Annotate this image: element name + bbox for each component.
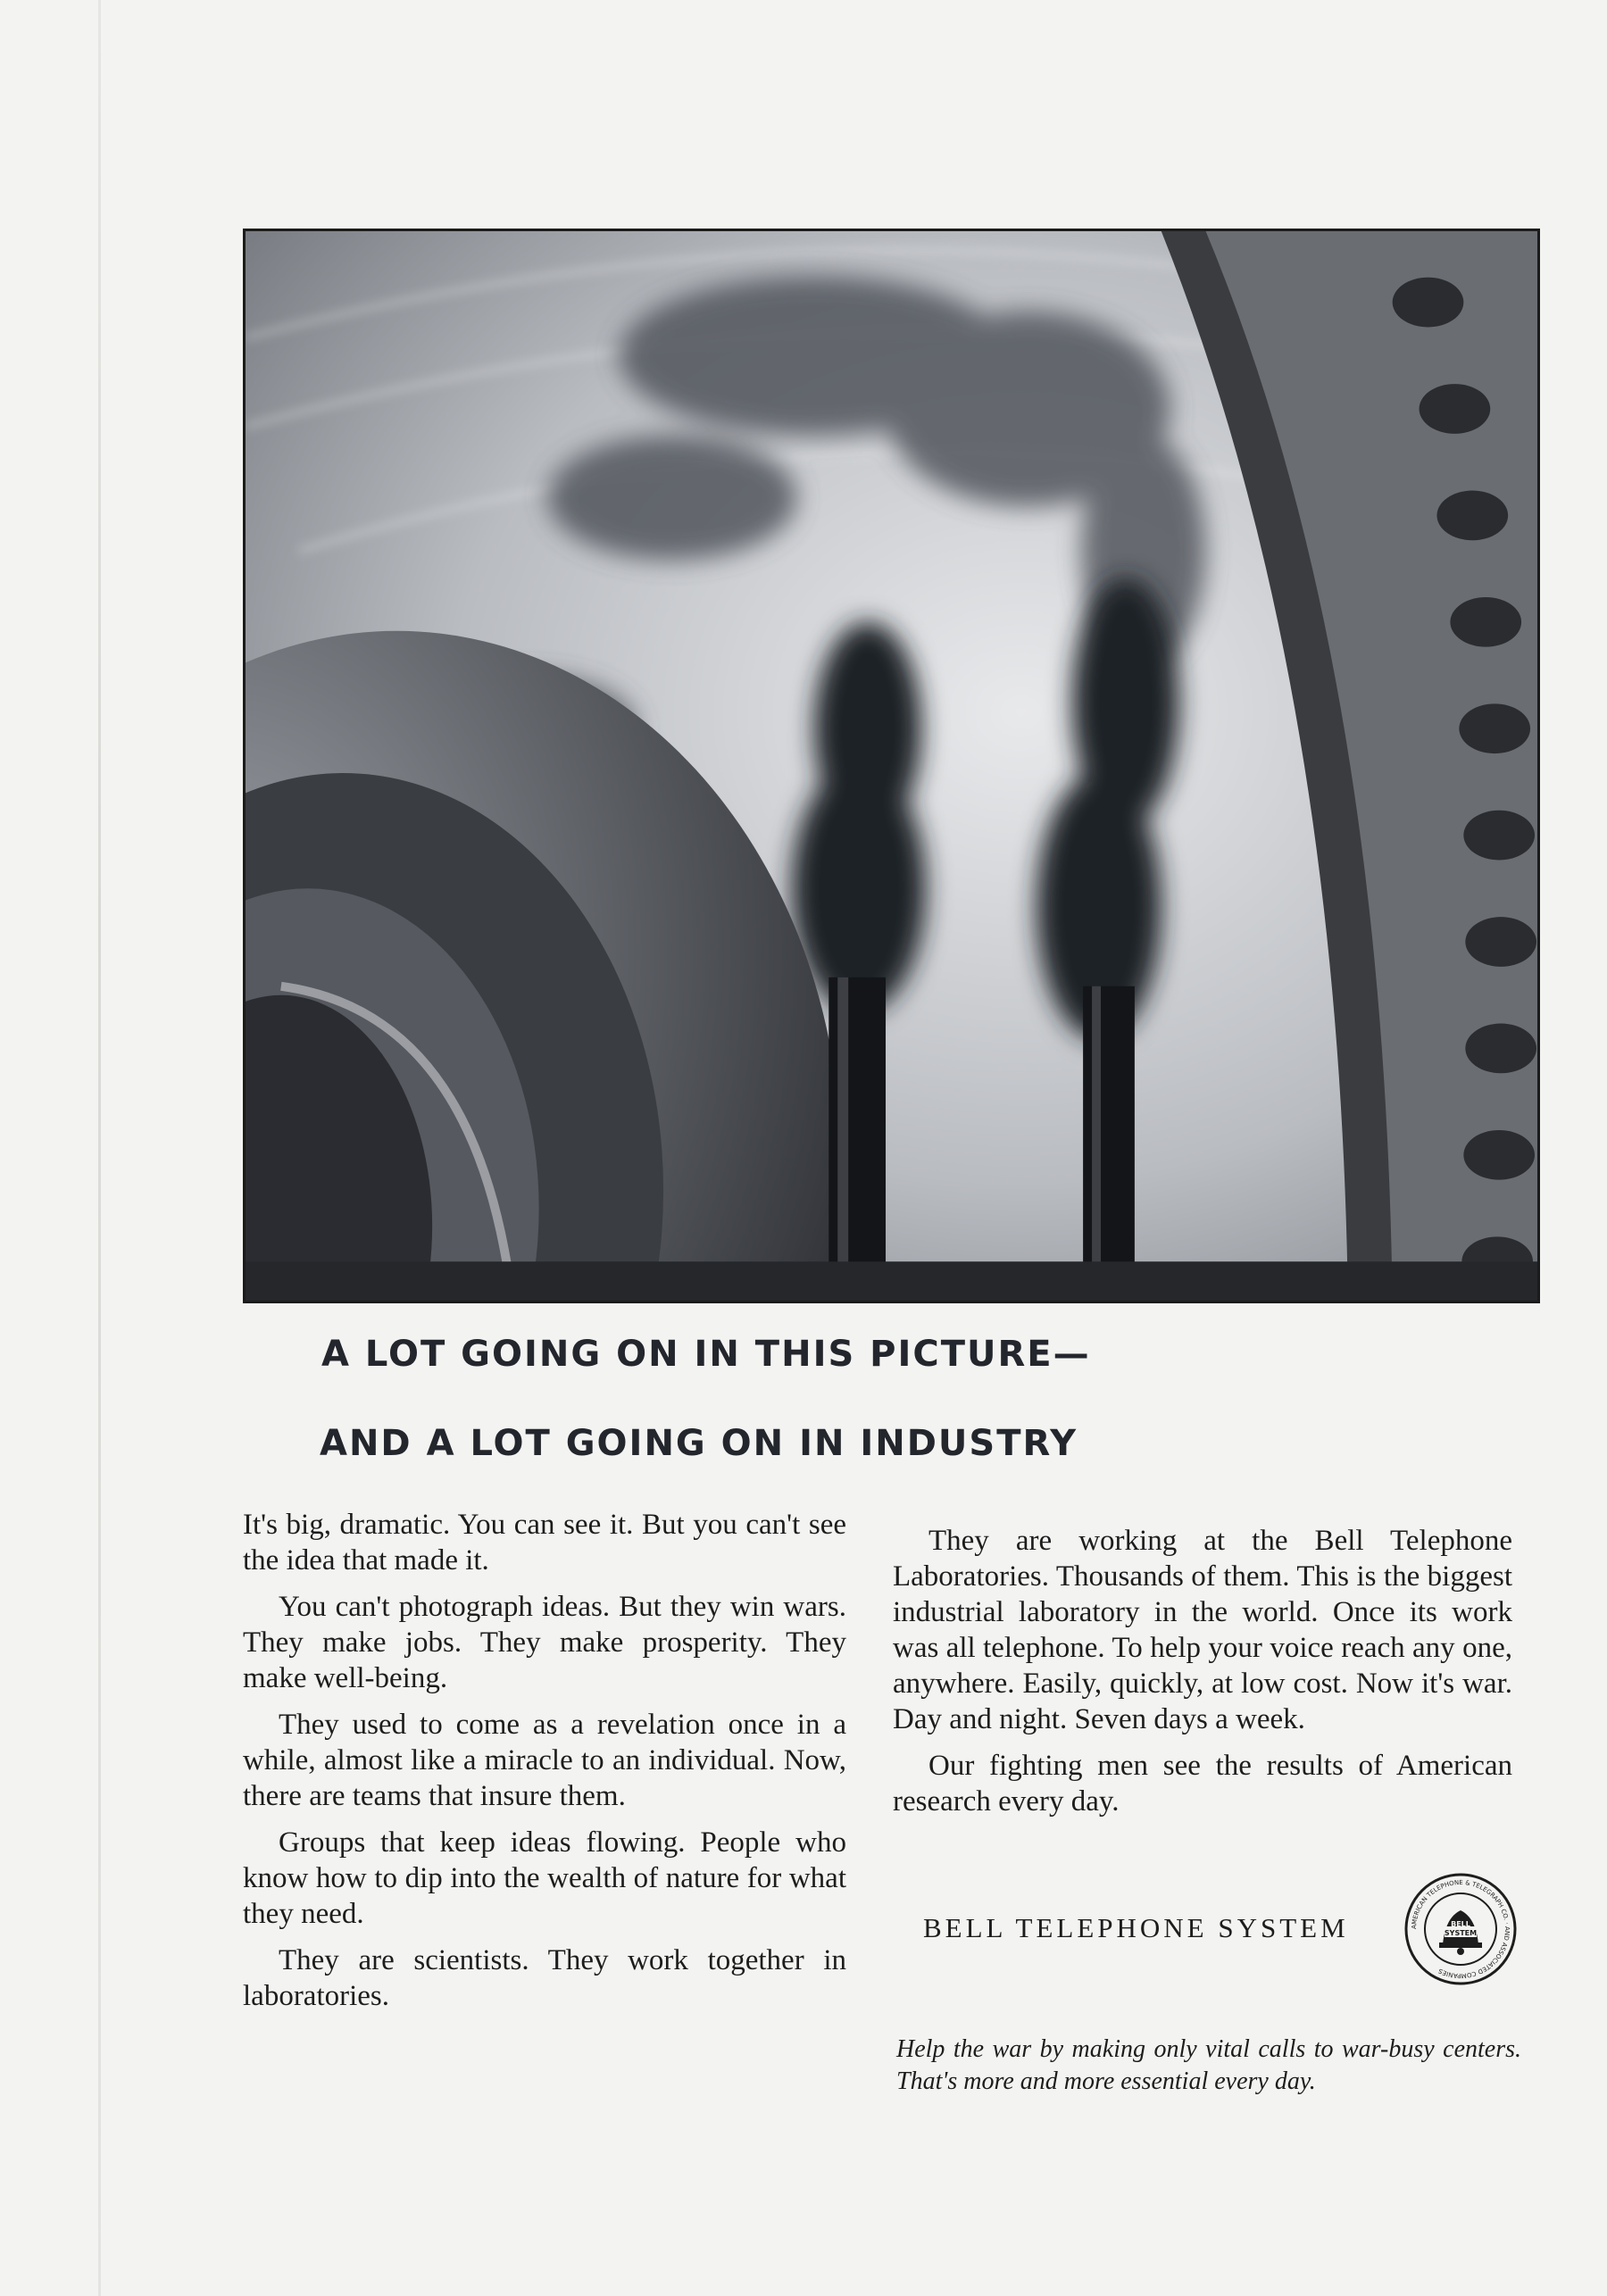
paragraph: They used to come as a revelation once in a while, almost like a miracle to an individual. Now, there are teams that insure them. xyxy=(243,1709,846,1812)
paragraph: It's big, dramatic. You can see it. But you can't see the idea that made it. xyxy=(243,1509,846,1576)
seal-ring-textpath: AMERICAN TELEPHONE & TELEGRAPH CO. · AND ASSOCIATED COMPANIES xyxy=(1410,1878,1511,1980)
paragraph: You can't photograph ideas. But they win wars. They make jobs. They make prosperity. They make well-being. xyxy=(243,1591,846,1694)
body-column-right xyxy=(893,1523,1512,1830)
paragraph: They are working at the Bell Telephone Laboratories. Thousands of them. This is the biggest industrial laboratory in the world. Once its work was all telephone. To help your voice reach any one, anywhere. Easily, quickly, at low cost. Now it's war. Day and night. Seven days a week. xyxy=(893,1525,1512,1735)
body-column-left xyxy=(243,1507,846,2025)
paragraph: Groups that keep ideas flowing. People who know how to dip into the wealth of nature for what they need. xyxy=(243,1826,846,1930)
headline-line-1: A LOT GOING ON IN THIS PICTURE— xyxy=(321,1334,1091,1375)
paragraph: They are scientists. They work together in laboratories. xyxy=(243,1944,846,2012)
seal-center-line-2: SYSTEM xyxy=(1444,1929,1478,1937)
bell-system-seal-icon xyxy=(1403,1871,1519,1987)
hero-photo xyxy=(243,229,1540,1303)
turbine-smokestacks-image xyxy=(246,231,1537,1301)
advertiser-signature: BELL TELEPHONE SYSTEM xyxy=(923,1912,1349,1943)
seal-center-line-1: BELL xyxy=(1451,1920,1470,1928)
paragraph: Our fighting men see the results of American research every day. xyxy=(893,1750,1512,1818)
page-gutter-edge xyxy=(98,0,101,2296)
wartime-tagline: Help the war by making only vital calls to war-busy centers. That's more and more essential every day. xyxy=(896,2035,1521,2095)
headline-line-2: AND A LOT GOING ON IN INDUSTRY xyxy=(320,1423,1078,1464)
